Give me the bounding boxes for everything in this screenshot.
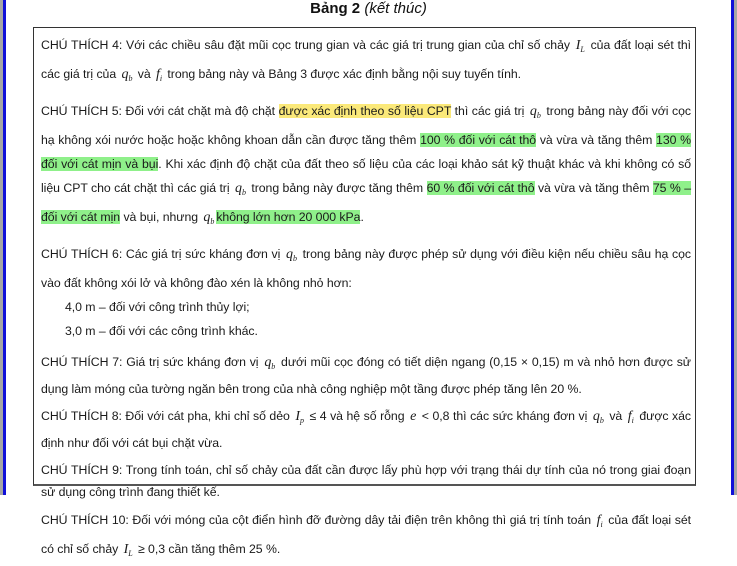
note-6-item-1: 4,0 m – đối với công trình thủy lợi; — [65, 300, 250, 314]
note-6-item-2: 3,0 m – đối với các công trình khác. — [65, 324, 258, 338]
note-10: CHÚ THÍCH 10: Đối với móng của cột điển hình đỡ đường dây tải điện trên không thì giá trị tính toán $f_i$ của đất loại sét có chỉ số chảy $I_L \ge 0,3$ cần tăng thêm 25 %. — [41, 513, 691, 558]
table-title — [0, 0, 737, 18]
notes-content — [41, 33, 691, 566]
note-5: CHÚ THÍCH 5: Đối với cát chặt mà độ chặt được xác định theo số liệu CPT thì các giá trị $q_b$ trong bảng này đối với cọc hạ không xói nước hoặc hoặc không khoan dẫn cần được tăng thêm 100 % đối với cát thô và vừa và tăng thêm 130 % đối với cát mịn và bụi. Khi xác định độ chặt của đất theo số liệu của các loại khảo sát kỹ thuật khác và khi không có số liệu CPT cho cát chặt thì các giá trị $q_b$ trong bảng này được tăng thêm 60 % đối với cát thô và vừa và tăng thêm 75 % – đối với cát mịn và bụi, nhưng $q_b$ không lớn hơn 20 000 kPa. — [41, 104, 692, 226]
highlight-green: 60 % đối với cát thô — [426, 181, 535, 195]
table-title-suffix: (kết thúc) — [364, 0, 427, 17]
highlight-green: không lớn hơn 20 000 kPa — [216, 210, 361, 224]
highlight-green: 100 % đối với cát thô — [420, 133, 537, 147]
note-9: CHÚ THÍCH 9: Trong tính toán, chỉ số chảy của đất cần được lấy phù hợp với trạng thái dự tính của nó trong giai đoạn sử dụng công trình đang thiết kế. — [41, 463, 691, 499]
note-7: CHÚ THÍCH 7: Giá trị sức kháng đơn vị $q_b$ dưới mũi cọc đóng có tiết diện ngang (0,15 × 0,15) m và nhỏ hơn được sử dụng làm móng của tường ngăn bên trong của nhà công nghiệp một tầng được phép tăng lên 20 %. — [41, 355, 691, 396]
note-8: CHÚ THÍCH 8: Đối với cát pha, khi chỉ số dẻo $I_p \le 4$ và hệ số rỗng e < 0,8 thì các sức kháng đơn vị $q_b$ và $f_i$ được xác định như đối với cát bụi chặt vừa. — [41, 409, 691, 450]
selection-border-left — [3, 0, 6, 495]
note-4: CHÚ THÍCH 4: Với các chiều sâu đặt mũi cọc trung gian và các giá trị trung gian của chỉ số chảy $I_L$ của đất loại sét thì các giá trị của $q_b$ và $f_i$ trong bảng này và Bảng 3 được xác định bằng nội suy tuyến tính. — [41, 38, 691, 83]
highlight-yellow: được xác định theo số liệu CPT — [278, 104, 452, 118]
highlight-green: 75 % – đối với cát mịn — [41, 181, 692, 224]
highlight-green: 130 % đối với cát mịn và bụi — [41, 133, 692, 171]
note-6: CHÚ THÍCH 6: Các giá trị sức kháng đơn vị $q_b$ trong bảng này được phép sử dụng với điều kiện nếu chiều sâu hạ cọc vào đất không xói lở và không đào xén là không nhỏ hơn: — [41, 247, 691, 290]
table-title-main: Bảng 2 — [310, 0, 361, 17]
